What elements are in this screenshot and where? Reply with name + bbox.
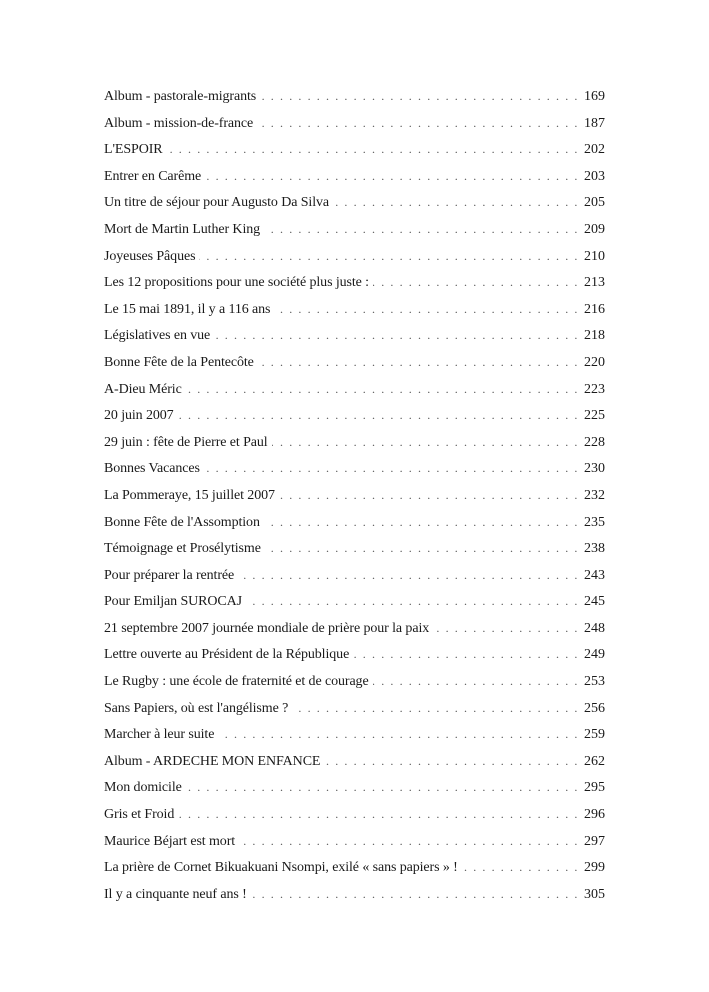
toc-entry[interactable]: [104, 696, 605, 723]
toc-entry[interactable]: [104, 430, 605, 457]
toc-entry[interactable]: [104, 164, 605, 191]
toc-entry-page: 262: [584, 753, 605, 769]
toc-entry[interactable]: [104, 84, 605, 111]
toc-entry-page: 253: [584, 674, 605, 690]
toc-entry-page: 225: [584, 408, 605, 424]
toc-entry-page: 205: [584, 195, 605, 211]
dot-leader: [292, 696, 579, 720]
toc-entry[interactable]: [104, 456, 605, 483]
toc-entry-page: 230: [584, 461, 605, 477]
toc-entry[interactable]: [104, 802, 605, 829]
toc-entry-page: 228: [584, 434, 605, 450]
toc-entry-title: Album - pastorale-migrants: [104, 89, 257, 104]
toc-entry-page: 295: [584, 780, 605, 796]
dot-leader: [218, 722, 579, 746]
toc-entry-page: 232: [584, 487, 605, 503]
toc-entry[interactable]: [104, 377, 605, 404]
toc-entry-title: Marcher à leur suite: [104, 727, 215, 743]
dot-leader: [264, 217, 579, 241]
toc-entry[interactable]: [104, 270, 605, 297]
dot-leader: [239, 829, 579, 853]
toc-entry-title: Législatives en vue: [104, 328, 211, 344]
toc-entry-title: Mon domicile: [104, 780, 182, 796]
toc-entry[interactable]: [104, 669, 605, 696]
toc-entry[interactable]: [104, 882, 605, 909]
dot-leader: [373, 669, 579, 693]
dot-leader: [204, 456, 579, 480]
dot-leader: [178, 403, 579, 427]
toc-entry-page: 187: [584, 115, 605, 131]
toc-entry[interactable]: [104, 483, 605, 510]
toc-entry-page: 243: [584, 567, 605, 583]
toc-entry-title: Mort de Martin Luther King: [104, 221, 261, 237]
toc-entry[interactable]: [104, 563, 605, 590]
toc-entry-page: 203: [584, 168, 605, 184]
dot-leader: [167, 137, 579, 161]
toc-entry-page: 256: [584, 700, 605, 716]
toc-entry-title: 29 juin : fête de Pierre et Paul: [104, 434, 268, 450]
dot-leader: [264, 510, 579, 534]
toc-entry-page: 216: [584, 301, 605, 317]
dot-leader: [238, 563, 579, 587]
toc-entry-page: 259: [584, 727, 605, 743]
toc-entry-title: Les 12 propositions pour une société plus juste :: [104, 275, 369, 291]
dot-leader: [246, 589, 579, 613]
toc-entry[interactable]: [104, 190, 605, 217]
toc-entry-title: Pour Emiljan SUROCAJ: [104, 594, 243, 610]
dot-leader: [251, 882, 579, 906]
toc-entry-title: Il y a cinquante neuf ans !: [104, 886, 247, 902]
dot-leader: [274, 297, 579, 321]
toc-entry-page: 235: [584, 514, 605, 530]
toc-entry-page: 210: [584, 248, 605, 264]
toc-entry-title: La prière de Cornet Bikuakuani Nsompi, exilé « sans papiers » !: [104, 860, 458, 876]
toc-entry-title: Témoignage et Prosélytisme: [104, 541, 261, 557]
dot-leader: [279, 483, 579, 507]
toc-entry-title: Entrer en Carême: [104, 168, 202, 184]
toc-entry[interactable]: [104, 616, 605, 643]
toc-entry-title: A-Dieu Méric: [104, 381, 182, 397]
toc-entry-page: 296: [584, 807, 605, 823]
toc-entry[interactable]: [104, 217, 605, 244]
dot-leader: [373, 270, 579, 294]
toc-entry-title: Bonne Fête de l'Assomption: [104, 514, 260, 530]
toc-entry-title: Album - ARDECHE MON ENFANCE: [104, 753, 321, 769]
toc-entry[interactable]: [104, 323, 605, 350]
dot-leader: [214, 323, 579, 347]
toc-entry-page: 245: [584, 594, 605, 610]
dot-leader: [205, 164, 579, 188]
toc-entry-page: 238: [584, 541, 605, 557]
toc-entry[interactable]: [104, 111, 605, 138]
dot-leader: [433, 616, 579, 640]
dot-leader: [199, 244, 579, 268]
toc-entry-title: Album - mission-de-france: [104, 115, 254, 131]
toc-entry-title: Lettre ouverte au Président de la République: [104, 647, 350, 663]
toc-entry[interactable]: [104, 137, 605, 164]
toc-entry-page: 202: [584, 142, 605, 158]
dot-leader: [186, 377, 579, 401]
toc-entry-title: 21 septembre 2007 journée mondiale de prière pour la paix: [104, 620, 430, 636]
toc-entry-page: 218: [584, 328, 605, 344]
toc-entry-title: Bonnes Vacances: [104, 461, 200, 477]
toc-entry[interactable]: [104, 829, 605, 856]
toc-entry[interactable]: [104, 722, 605, 749]
dot-leader: [178, 802, 579, 826]
toc-entry-title: Bonne Fête de la Pentecôte: [104, 354, 254, 370]
toc-entry[interactable]: [104, 244, 605, 271]
toc-entry[interactable]: [104, 536, 605, 563]
toc-entry-page: 305: [584, 886, 605, 902]
toc-entry-page: 169: [584, 89, 605, 104]
dot-leader: [257, 111, 579, 135]
toc-entry-title: L'ESPOIR: [104, 142, 163, 158]
dot-leader: [258, 350, 579, 374]
toc-entry-title: Le 15 mai 1891, il y a 116 ans: [104, 301, 271, 317]
toc-entry-title: Joyeuses Pâques: [104, 248, 196, 264]
toc-entry-title: Pour préparer la rentrée: [104, 567, 235, 583]
dot-leader: [260, 84, 579, 108]
dot-leader: [272, 430, 579, 454]
toc-entry-title: Sans Papiers, où est l'angélisme ?: [104, 700, 289, 716]
toc-entry-page: 220: [584, 354, 605, 370]
toc-entry-page: 213: [584, 275, 605, 291]
dot-leader: [333, 190, 579, 214]
toc-entry[interactable]: [104, 297, 605, 324]
toc-entry[interactable]: [104, 589, 605, 616]
toc-entry-page: 248: [584, 620, 605, 636]
toc-entry-page: 249: [584, 647, 605, 663]
dot-leader: [265, 536, 579, 560]
toc-entry-title: Maurice Béjart est mort: [104, 833, 236, 849]
toc-entry[interactable]: [104, 775, 605, 802]
toc-entry-page: 209: [584, 221, 605, 237]
toc-entry[interactable]: [104, 855, 605, 882]
toc-entry[interactable]: [104, 642, 605, 669]
toc-entry[interactable]: [104, 403, 605, 430]
toc-entry-page: 299: [584, 860, 605, 876]
toc-entry[interactable]: [104, 749, 605, 776]
toc-entry[interactable]: [104, 350, 605, 377]
toc-entry-title: Un titre de séjour pour Augusto Da Silva: [104, 195, 330, 211]
toc-entry-page: 297: [584, 833, 605, 849]
toc-entry-title: La Pommeraye, 15 juillet 2007: [104, 487, 275, 503]
toc-entry-title: Gris et Froid: [104, 807, 175, 823]
dot-leader: [462, 855, 579, 879]
dot-leader: [353, 642, 579, 666]
dot-leader: [324, 749, 579, 773]
dot-leader: [186, 775, 579, 799]
table-of-contents: [104, 84, 605, 908]
toc-entry-title: Le Rugby : une école de fraternité et de courage: [104, 674, 369, 690]
toc-entry-title: 20 juin 2007: [104, 408, 174, 424]
toc-entry[interactable]: [104, 510, 605, 537]
toc-entry-page: 223: [584, 381, 605, 397]
